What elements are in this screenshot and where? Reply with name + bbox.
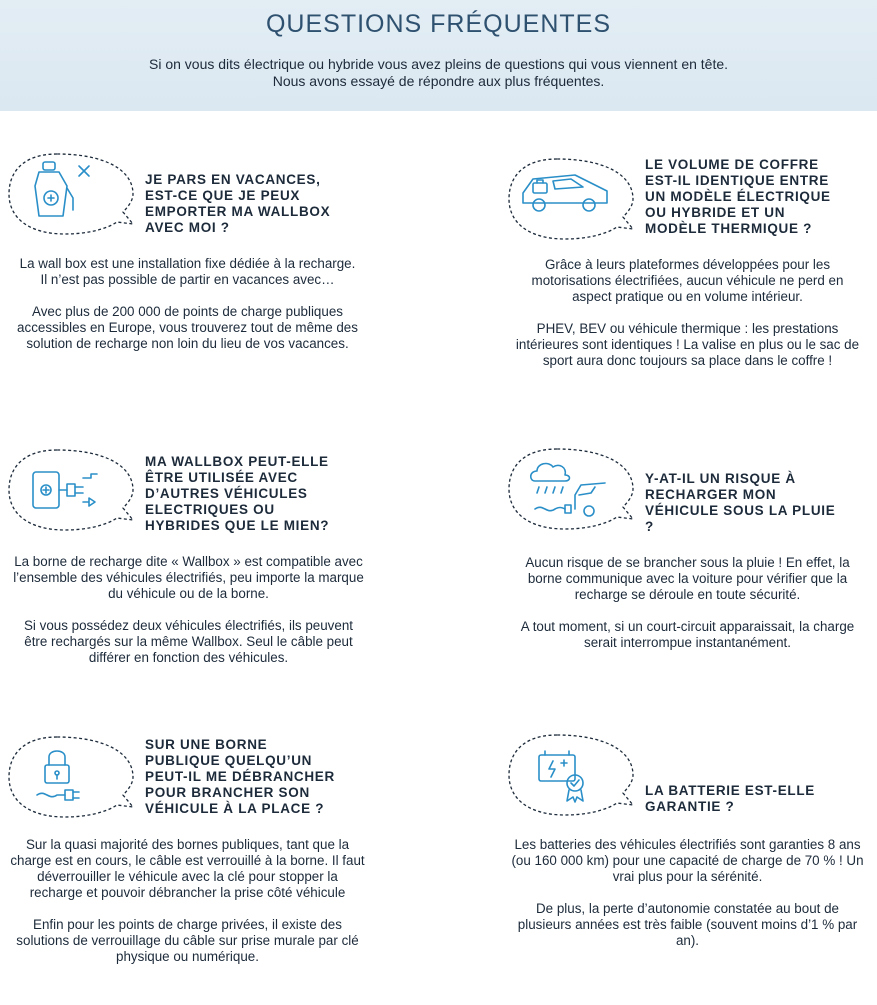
faq-answer: [15, 256, 360, 368]
faq-answer-p1: Grâce à leurs plateformes développées pour les motorisations électrifiées, aucun véhicule ne perd en aspect pratique ou en volume intérieur.: [531, 257, 844, 304]
faq-answer-p1: Sur la quasi majorité des bornes publiques, tant que la charge est en cours, le câble est verrouillé à la borne. Il faut déverrouiller le véhicule avec la clé pour stopper la recharge et pouvoir débrancher la prise côté véhicule: [10, 837, 365, 900]
faq-answer: [510, 555, 865, 667]
faq-answer: [510, 837, 865, 965]
faq-question: MA WALLBOX PEUT-ELLE ÊTRE UTILISÉE AVEC D’AUTRES VÉHICULES ELECTRIQUES OU HYBRIDES QUE LE MIEN?: [145, 454, 330, 533]
faq-answer-p2: Si vous possédez deux véhicules électrifiés, ils peuvent être rechargés sur la même Wallbox. Seul le câble peut différer en fonction des véhicules.: [24, 618, 353, 665]
faq-answer: [510, 257, 865, 385]
faq-item-rain-charging: [505, 445, 877, 685]
page-title: QUESTIONS FRÉQUENTES: [265, 10, 612, 38]
faq-answer-p1: La borne de recharge dite « Wallbox » est compatible avec l’ensemble des véhicules électrifiés, peu importe la marque du véhicule ou de la borne.: [13, 554, 364, 601]
wallbox-vacation-icon: [33, 158, 93, 222]
faq-question: JE PARS EN VACANCES, EST-CE QUE JE PEUX EMPORTER MA WALLBOX AVEC MOI ?: [145, 172, 331, 235]
faq-question: Y-AT-IL UN RISQUE À RECHARGER MON VÉHICULE SOUS LA PLUIE ?: [645, 471, 836, 534]
faq-question: LA BATTERIE EST-ELLE GARANTIE ?: [645, 783, 816, 814]
faq-answer-p2: De plus, la perte d’autonomie constatée au bout de plusieurs années est très faible (souvent moins d’1 % par an).: [517, 901, 858, 948]
wallbox-compatibility-icon: [31, 470, 101, 514]
faq-answer-p2: A tout moment, si un court-circuit apparaissait, la charge serait interrompue instantanément.: [520, 619, 855, 650]
faq-answer-p2: Avec plus de 200 000 de points de charge publiques accessibles en Europe, vous trouverez tout de même des solution de recharge non loin du lieu de vos vacances.: [17, 304, 358, 351]
faq-item-trunk-volume: [505, 145, 877, 405]
faq-question: LE VOLUME DE COFFRE EST-IL IDENTIQUE ENTRE UN MODÈLE ÉLECTRIQUE OU HYBRIDE ET UN MODÈLE THERMIQUE ?: [645, 157, 831, 236]
faq-answer-p2: PHEV, BEV ou véhicule thermique : les prestations intérieures sont identiques ! La valise en plus ou le sac de sport aura donc toujours sa place dans le coffre !: [515, 321, 860, 368]
intro-text: [0, 56, 877, 90]
faq-item-public-unplug: [5, 725, 435, 1000]
rain-charging-icon: [525, 459, 609, 523]
intro-line-1: Si on vous dits électrique ou hybride vous avez pleins de questions qui vous viennent en tête.: [148, 56, 729, 72]
faq-answer: [11, 554, 366, 682]
faq-question: SUR UNE BORNE PUBLIQUE QUELQU’UN PEUT-IL ME DÉBRANCHER POUR BRANCHER SON VÉHICULE À LA PLACE ?: [145, 737, 335, 816]
battery-warranty-icon: [535, 749, 595, 805]
faq-header: [0, 0, 877, 111]
faq-answer-p1: Aucun risque de se brancher sous la pluie ! En effet, la borne communique avec la voiture pour vérifier que la recharge se déroule en toute sécurité.: [525, 555, 850, 602]
faq-item-wallbox-compatibility: [5, 440, 435, 690]
faq-answer: [10, 837, 365, 981]
faq-answer-p1: Les batteries des véhicules électrifiés sont garanties 8 ans (ou 160 000 km) pour une capacité de charge de 70 % ! Un vrai plus pour la sérénité.: [511, 837, 864, 884]
car-trunk-icon: [519, 169, 611, 219]
lock-plug-icon: [35, 747, 95, 803]
faq-answer-p2: Enfin pour les points de charge privées, il existe des solutions de verrouillage du câble sur prise murale par clé physique ou numérique.: [16, 917, 359, 964]
faq-item-battery-warranty: [505, 725, 877, 1000]
intro-line-2: Nous avons essayé de répondre aux plus fréquentes.: [272, 73, 605, 89]
faq-answer-p1: La wall box est une installation fixe dédiée à la recharge. Il n’est pas possible de partir en vacances avec…: [19, 256, 356, 287]
faq-item-wallbox-vacation: [5, 150, 435, 400]
